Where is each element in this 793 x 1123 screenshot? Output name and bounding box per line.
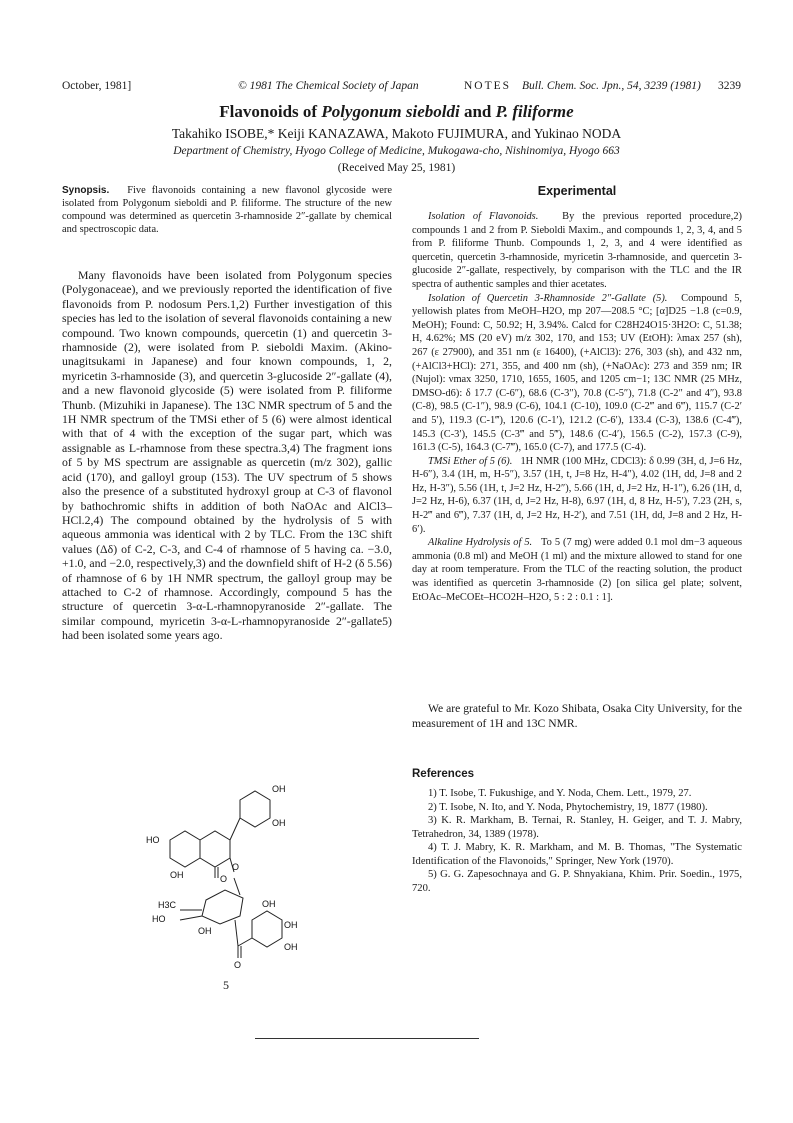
label-o-4: O	[220, 874, 228, 884]
affiliation: Department of Chemistry, Hyogo College of Medicine, Mukogawa-cho, Nishinomiya, Hyogo 663	[173, 145, 620, 157]
reference-item: 5) G. G. Zapesochnaya and G. P. Shnyakiana, Khim. Prir. Soedin., 1975, 720.	[412, 869, 742, 894]
end-rule	[255, 1038, 479, 1039]
galloyl-ring	[252, 911, 282, 947]
label-oh-sugar: OH	[198, 926, 212, 936]
synopsis-label: Synopsis.	[62, 185, 110, 196]
author-list: Takahiko ISOBE,* Keiji KANAZAWA, Makoto FUJIMURA, and Yukinao NODA	[171, 126, 622, 141]
ring-a	[170, 831, 200, 867]
references-heading: References	[412, 768, 475, 780]
label-ho-sugar: HO	[152, 914, 166, 924]
title-species-2: P. filiforme	[495, 102, 574, 121]
received-date: (Received May 25, 1981)	[337, 162, 456, 174]
header-copyright: © 1981 The Chemical Society of Japan	[238, 80, 419, 92]
reference-item: 4) T. J. Mabry, K. R. Markham, and M. B. Thomas, "The Systematic Identification of the Flavonoids," Springer, New York (1970).	[412, 842, 742, 867]
label-o-3: O	[232, 862, 240, 872]
label-oh-g1: OH	[262, 899, 276, 909]
label-oh-3p: OH	[272, 818, 286, 828]
reference-list	[412, 787, 742, 895]
label-oh-4p: OH	[272, 784, 286, 794]
header-section: NOTES	[464, 80, 512, 92]
reference-item: 3) K. R. Markham, B. Ternai, R. Stanley, H. Geiger, and T. J. Mabry, Tetrahedron, 34, 1389 (1978).	[412, 815, 742, 840]
running-header	[62, 80, 741, 96]
label-oh-g2: OH	[284, 920, 298, 930]
header-journal: Bull. Chem. Soc. Jpn., 54, 3239 (1981)	[522, 80, 701, 92]
synopsis	[62, 184, 392, 236]
header-date: October, 1981]	[62, 80, 132, 92]
exp-paragraph-3: TMSi Ether of 5 (6). 1H NMR (100 MHz, CDCl3): δ 0.99 (3H, d, J=6 Hz, H-6″), 3.4 (1H, m, H-5″), 3.57 (1H, t, J=8 Hz, H-4″), 4.02 (1H, dd, J=8 and 2 Hz, H-3″), 5.56 (1H, t, J=2 Hz, H-2″), 5.66 (1H, d, J=2 Hz, H-1″), 6.26 (1H, d, J=2 Hz, H-6), 6.37 (1H, d, J=2 Hz, H-8), 6.97 (1H, d, 8 Hz, H-5′), 7.23 (2H, s, H-2‴ and 6‴), 7.37 (1H, d, J=2 Hz, H-2′), and 7.51 (1H, dd, J=8 and 2 Hz, H-6′).	[412, 455, 743, 535]
label-ho-7: HO	[146, 835, 160, 845]
exp-paragraph-2: Isolation of Quercetin 3-Rhamnoside 2″-Gallate (5). Compound 5, yellowish plates from MeOH–H2O, mp 207—208.5 °C; [α]D25 −1.8 (c=0.9, MeOH); Found: C, 50.92; H, 3.94%. Calcd for C28H24O15·3H2O: C, 51.38; H, 4.62%; MS (20 eV) m/z 302, 170, and 153; UV (EtOH): λmax 257 (sh), 267 (ε 27900), and 351 nm (ε 16400), (+AlCl3): 276, 303 (sh), and 432 nm, (+AlCl3+HCl): 271, 355, and 400 nm (sh), (+NaOAc): 273 and 359 nm; IR (Nujol): νmax 3250, 1710, 1655, 1605, and 1205 cm−1; 13C NMR (25 MHz, DMSO-d6): δ 17.7 (C-6″), 68.6 (C-3″), 70.8 (C-5″), 71.8 (C-2″ and 4″), 93.8 (C-8), 98.5 (C-1″), 98.9 (C-6), 104.1 (C-10), 109.0 (C-2‴ and 6‴), 115.7 (C-2′ and 5′), 119.3 (C-1‴), 120.6 (C-1′), 121.2 (C-6′), 133.4 (C-3), 138.6 (C-4‴), 145.3 (C-3′), 145.5 (C-3‴ and 5‴), 148.6 (C-4′), 156.5 (C-2), 157.3 (C-9), 161.3 (C-5), 164.3 (C-7‴), 165.0 (C-7), and 177.5 (C-4).	[412, 292, 742, 454]
compound-number-label: 5	[223, 978, 229, 992]
experimental-heading: Experimental	[537, 184, 617, 198]
chemical-structure-figure	[140, 770, 320, 970]
title-species-1: Polygonum sieboldi	[321, 102, 460, 121]
synopsis-text: Five flavonoids containing a new flavonol glycoside were isolated from Polygonum sieboldi and P. filiforme. The structure of the new compound was determined as quercetin 3-rhamnoside 2″-gallate by chemical and spectroscopic data.	[62, 185, 392, 235]
label-o-carbonyl: O	[234, 960, 242, 970]
ring-b	[240, 791, 270, 827]
header-page-number: 3239	[718, 80, 741, 92]
label-h3c: H3C	[158, 900, 177, 910]
paper-title: Flavonoids of Polygonum sieboldi and P. filiforme	[219, 102, 574, 121]
ring-c	[200, 831, 230, 867]
acknowledgement: We are grateful to Mr. Kozo Shibata, Osaka City University, for the measurement of 1H and 13C NMR.	[412, 702, 742, 730]
label-oh-g3: OH	[284, 942, 298, 952]
introduction-paragraph: Many flavonoids have been isolated from Polygonum species (Polygonaceae), and we previously reported the identification of five flavonoids from P. nodosum Pers.1,2) Further investigation of this species has led to the isolation of several flavonoids containing a new compound. Two known compounds, quercetin (1) and quercetin 3-rhamnoside (2), were isolated from P. sieboldi Maxim. (Akino-unagitsukami in Japanese) and four known compounds, 1, 2, myricetin 3-rhamnoside (3), and quercetin 3-glucoside 2″-gallate (4), and a new flavonoid glycoside (5) were isolated from P. filiforme Thunb. (Mizuhiki in Japanese). The 13C NMR spectrum of 5 and the 1H NMR spectrum of the TMSi ether of 5 (6) were almost identical with that of 4 with the exception of the sugar part, which was assignable as L-rhamnose from these spectra.3,4) The fragment ions of 5 by MS spectrum are assignable as quercetin (m/z 302), gallic acid (170), and galloyl group (153). The UV spectrum of 5 shows also the presence of a substituted hydroxyl group at C-3 of flavonol by bathochromic shifts in addition of both NaOAc and AlCl3–HCl.2,4) The compound obtained by the hydrolysis of 5 with aqueous ammonia was identical with 2 by TLC. From the 13C shift values (Δδ) of C-2, C-3, and C-4 of rhamnose of 5 having ca. −3.0, +1.0, and −2.0, respectively,3) and the downfield shift of H-2 (δ 5.56) of rhamnose of 6 by 1H NMR spectrum, the galloyl group may be attached to C-2 of rhamnose. Accordingly, compound 5 has the structure of quercetin 3-α-L-rhamnopyranoside 2″-gallate. The similar compound, myricetin 3-α-L-rhamnopyranoside 2″-gallate5) had been isolated some years ago.	[62, 268, 392, 643]
experimental-section	[412, 210, 742, 604]
reference-item: 2) T. Isobe, N. Ito, and Y. Noda, Phytochemistry, 19, 1877 (1980).	[428, 801, 708, 813]
rhamnose-ring	[202, 890, 243, 924]
exp-paragraph-4: Alkaline Hydrolysis of 5. To 5 (7 mg) were added 0.1 mol dm−3 aqueous ammonia (0.8 ml) and MeOH (1 ml) and the mixture allowed to stand for one day at room temperature. From the TLC of the reacting solution, the product was identified as quercetin 3-rhamnoside (2) [on silica gel plate; solvent, EtOAc–MeCOEt–HCO2H–H2O, 5 : 2 : 0.1 : 1].	[412, 537, 742, 603]
reference-item: 1) T. Isobe, T. Fukushige, and Y. Noda, Chem. Lett., 1979, 27.	[428, 788, 692, 799]
label-oh-5: OH	[170, 870, 184, 880]
exp-paragraph-1: Isolation of Flavonoids. By the previous reported procedure,2) compounds 1 and 2 from P. Sieboldi Maxim., and compounds 1, 2, 3, 4, and 5 from P. filiforme Thunb. Compounds 1, 2, 3, and 4 were identified as quercetin, quercetin 3-rhamnoside, myricetin 3-rhamnoside, and quercetin 3-glucoside 2″-gallate, respectively, by comparison with the TLC and the IR spectra of authentic samples and thier acetates.	[412, 211, 743, 290]
